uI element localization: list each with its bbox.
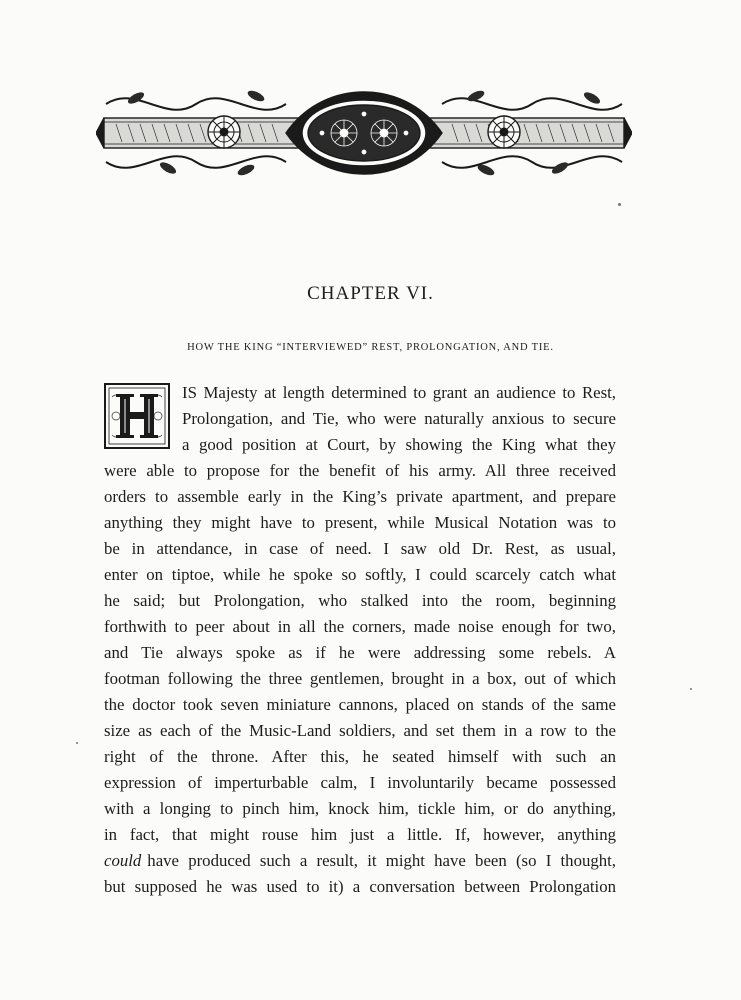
text-line: Prolongation, and Tie, who were naturally anxious to secure bbox=[182, 409, 616, 428]
paper-speck bbox=[618, 203, 621, 206]
text-line: in fact, that might rouse him just a little. If, however, anything bbox=[104, 825, 616, 844]
text-line: a good position at Court, by showing the King what they bbox=[182, 435, 616, 454]
italic-word: could bbox=[104, 851, 142, 870]
ornamental-headpiece-icon bbox=[96, 84, 632, 182]
text-line: be in attendance, in case of need. I saw old Dr. Rest, as usual, bbox=[104, 539, 616, 558]
text-line: but supposed he was used to it) a conversation between Prolongation bbox=[104, 877, 616, 896]
text-line: enter on tiptoe, while he spoke so softly, I could scarcely catch what bbox=[104, 565, 616, 584]
chapter-title: CHAPTER VI. bbox=[307, 283, 434, 304]
text-line bbox=[104, 848, 616, 874]
text-line: he said; but Prolongation, who stalked into the room, beginning bbox=[104, 591, 616, 610]
text-line: footman following the three gentlemen, brought in a box, out of which bbox=[104, 669, 616, 688]
text-line: orders to assemble early in the King’s private apartment, and prepare bbox=[104, 487, 616, 506]
ornamental-initial-icon bbox=[104, 383, 170, 449]
text-line: the doctor took seven miniature cannons, placed on stands of the same bbox=[104, 695, 616, 714]
text-line: were able to propose for the benefit of his army. All three received bbox=[104, 461, 616, 480]
text-line: with a longing to pinch him, knock him, tickle him, or do anything, bbox=[104, 799, 616, 818]
text-line: anything they might have to present, while Musical Notation was to bbox=[104, 513, 616, 532]
text-line: size as each of the Music-Land soldiers, and set them in a row to the bbox=[104, 721, 616, 740]
text-line: expression of imperturbable calm, I involuntarily became possessed bbox=[104, 773, 616, 792]
text-line: and Tie always spoke as if he were addressing some rebels. A bbox=[104, 643, 616, 662]
paper-speck bbox=[690, 688, 692, 690]
text-line: right of the throne. After this, he seated himself with such an bbox=[104, 747, 616, 766]
paper-speck bbox=[76, 742, 78, 744]
chapter-subtitle: HOW THE KING “INTERVIEWED” REST, PROLONGATION, AND TIE. bbox=[187, 342, 554, 353]
text-line: forthwith to peer about in all the corners, made noise enough for two, bbox=[104, 617, 616, 636]
text-line: IS Majesty at length determined to grant an audience to Rest, bbox=[182, 383, 616, 402]
text-line-rest: have produced such a result, it might have been (so I thought, bbox=[147, 851, 616, 870]
